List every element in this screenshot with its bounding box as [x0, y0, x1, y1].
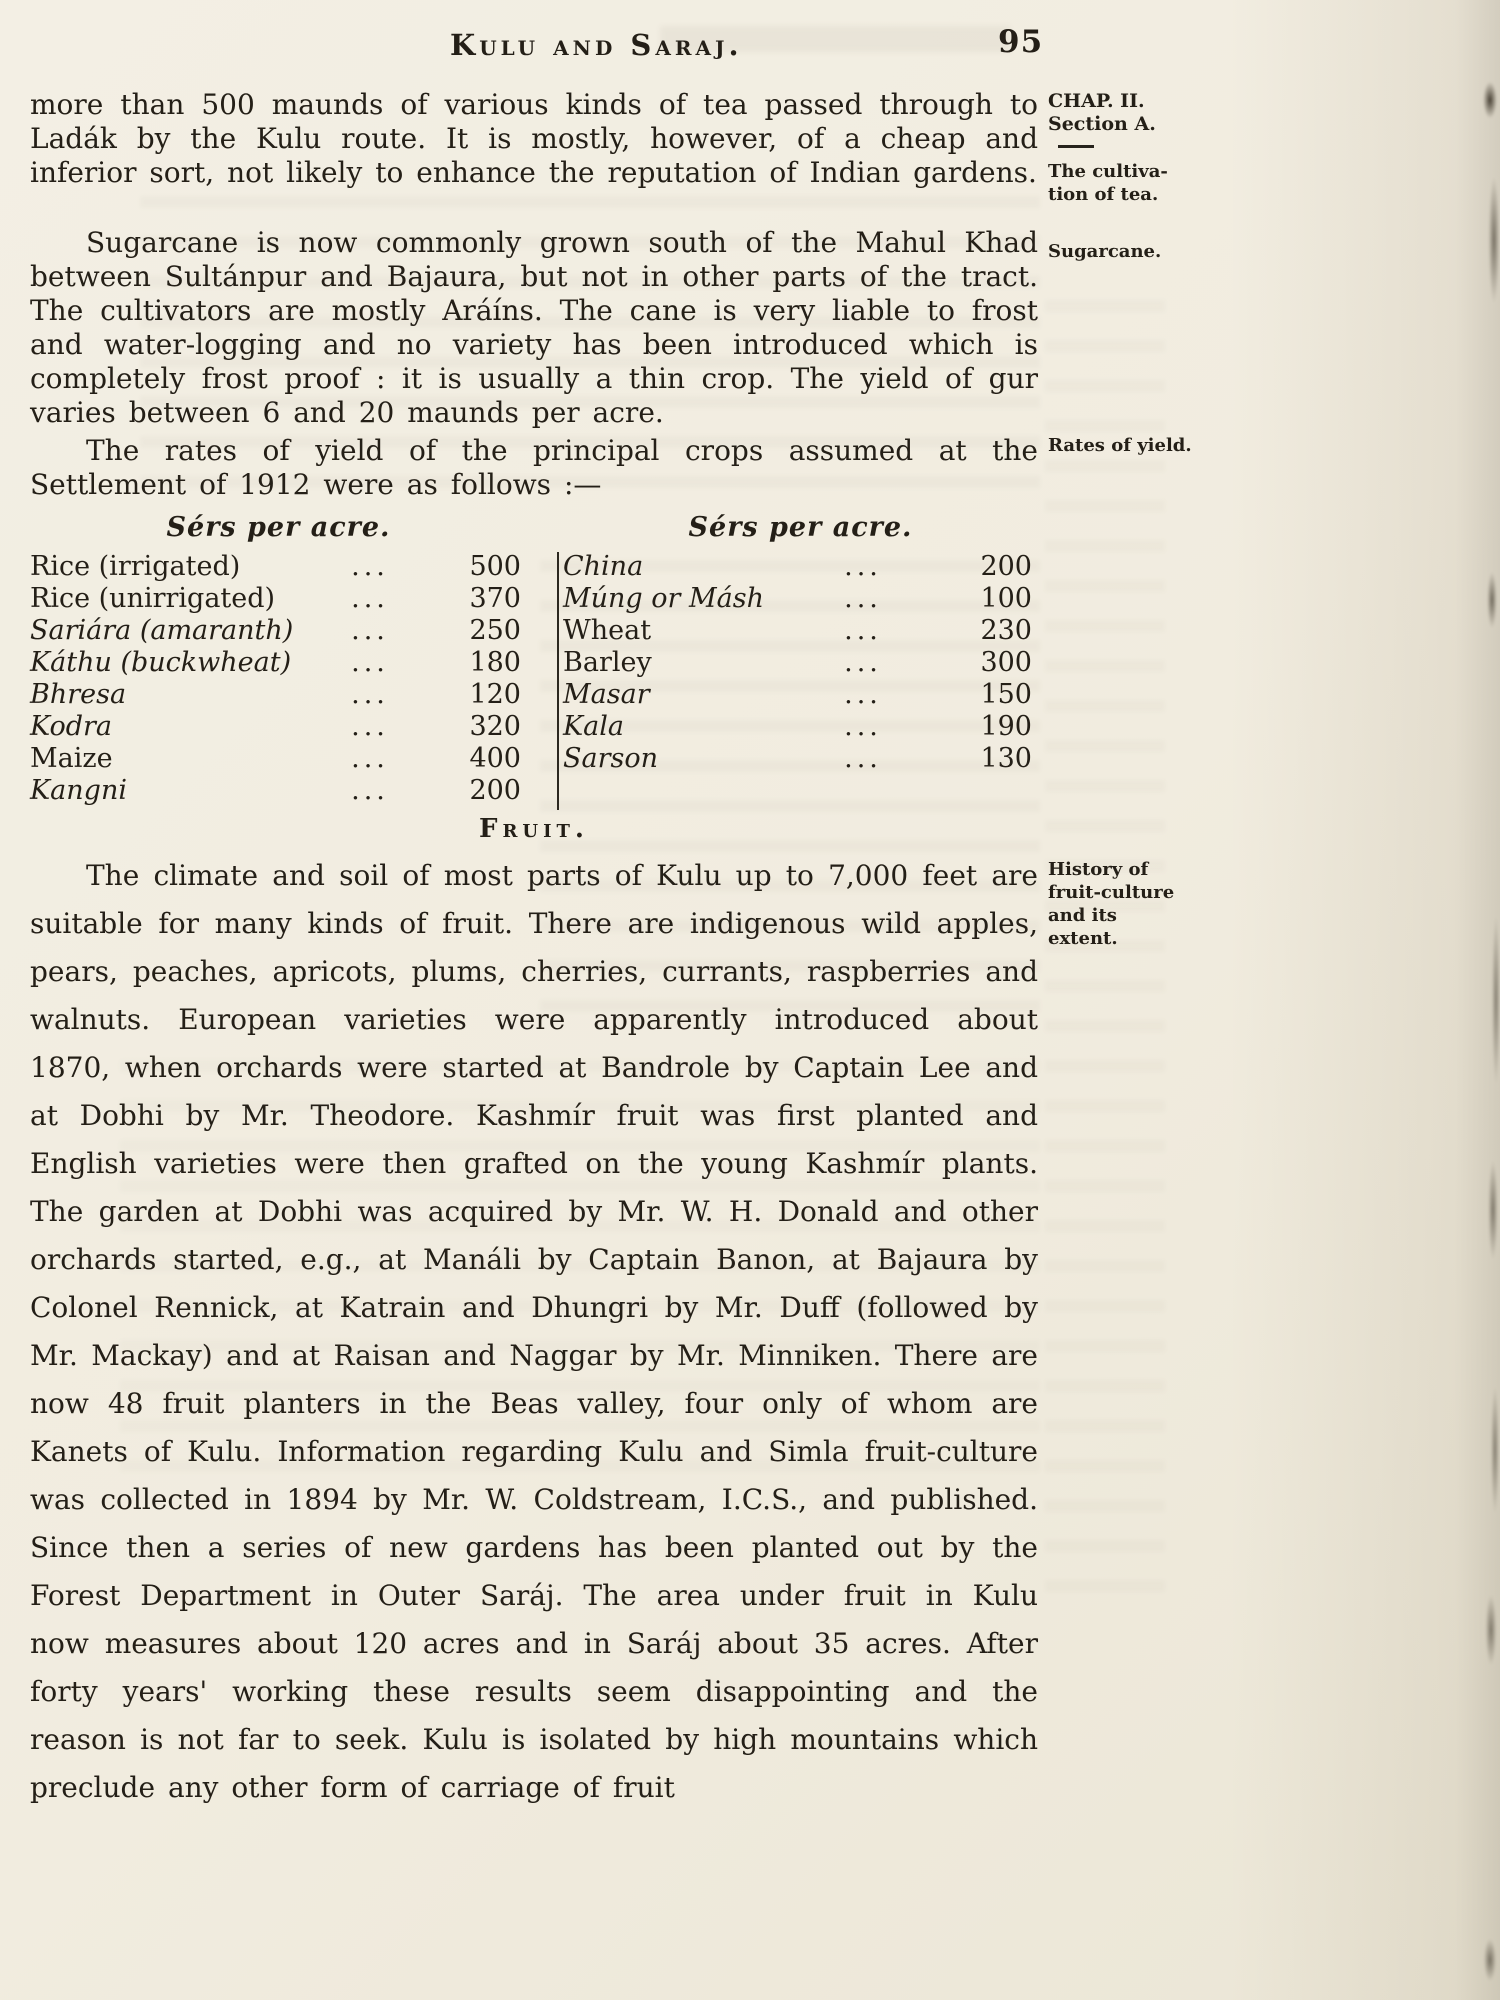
crop-name: Maize — [30, 743, 113, 774]
dot-leader: ... — [844, 583, 882, 614]
table-row — [563, 647, 1038, 679]
margin-note-rates: Rates of yield. — [1048, 435, 1192, 456]
margin-note-fruit: History of fruit-culture and its extent. — [1048, 859, 1175, 949]
dot-leader: ... — [844, 615, 882, 646]
crop-value: 500 — [469, 551, 521, 582]
crop-name: Kala — [563, 711, 625, 742]
crop-value: 100 — [980, 583, 1032, 614]
table-row — [30, 615, 527, 647]
crop-name: Wheat — [563, 615, 652, 646]
running-head-title: Kulu and Saraj. — [450, 28, 743, 62]
crop-value: 130 — [980, 743, 1032, 774]
yield-table — [30, 512, 1038, 807]
yield-table-right-header: Sérs per acre. — [688, 512, 913, 543]
yield-table-right-column — [543, 512, 1038, 807]
table-row — [30, 743, 527, 775]
crop-name: Bhresa — [30, 679, 127, 710]
table-column-divider — [557, 552, 559, 810]
crop-name: Kodra — [30, 711, 112, 742]
table-row — [30, 583, 527, 615]
crop-value: 200 — [469, 775, 521, 806]
table-row — [563, 711, 1038, 743]
table-row — [563, 743, 1038, 775]
crop-value: 300 — [980, 647, 1032, 678]
page-number: 95 — [998, 24, 1044, 60]
page-edge-smudge — [1478, 0, 1500, 2000]
crop-name: Sariára (amaranth) — [30, 615, 294, 646]
crop-name: Barley — [563, 647, 652, 678]
yield-table-left-header: Sérs per acre. — [166, 512, 391, 543]
table-row — [30, 551, 527, 583]
dot-leader: ... — [351, 583, 389, 614]
yield-table-left-column — [30, 512, 543, 807]
paragraph-fruit: The climate and soil of most parts of Kulu up to 7,000 feet are suitable for many kinds of fruit. There are indigenous wild apples, pears, peaches, apricots, plums, cherries, currants, raspberries and walnuts. European varieties were apparently introduced about 1870, when orchards were started at Bandrole by Captain Lee and at Dobhi by Mr. Theodore. Kashmír fruit was first planted and English varieties were then grafted on the young Kashmír plants. The garden at Dobhi was acquired by Mr. W. H. Donald and other orchards started, e.g., at Manáli by Captain Banon, at Bajaura by Colonel Rennick, at Katrain and Dhungri by Mr. Duff (followed by Mr. Mackay) and at Raisan and Naggar by Mr. Minniken. There are now 48 fruit planters in the Beas valley, four only of whom are Kanets of Kulu. Information regarding Kulu and Simla fruit-culture was collected in 1894 by Mr. W. Coldstream, I.C.S., and published. Since then a series of new gardens has been planted out by the Forest Department in Outer Saráj. The area under fruit in Kulu now measures about 120 acres and in Saráj about 35 acres. After forty years' working these results seem disappointing and the reason is not far to seek. Kulu is isolated by high mountains which preclude any other form of carriage of fruit — [30, 859, 1038, 1804]
dot-leader: ... — [351, 743, 389, 774]
dot-leader: ... — [844, 647, 882, 678]
crop-value: 320 — [469, 711, 521, 742]
table-row — [563, 615, 1038, 647]
margin-note-tea: The cultiva-tion of tea. — [1048, 161, 1168, 205]
dot-leader: ... — [844, 711, 882, 742]
crop-value: 180 — [469, 647, 521, 678]
crop-name: Kangni — [30, 775, 127, 806]
paragraph-rates-intro: The rates of yield of the principal crops assumed at the Settlement of 1912 were as follows :— — [30, 434, 1038, 501]
dot-leader: ... — [351, 775, 389, 806]
paragraph-sugarcane: Sugarcane is now commonly grown south of the Mahul Khad between Sultánpur and Bajaura, but not in other parts of the tract. The cultivators are mostly Aráíns. The cane is very liable to frost and water-logging and no variety has been introduced which is completely frost proof : it is usually a thin crop. The yield of gur varies between 6 and 20 maunds per acre. — [30, 226, 1038, 429]
crop-value: 150 — [980, 679, 1032, 710]
dot-leader: ... — [351, 647, 389, 678]
bleed-through-artifact — [1045, 300, 1165, 1600]
crop-name: Káthu (buckwheat) — [30, 647, 292, 678]
section-heading-fruit: Fruit. — [479, 814, 589, 844]
crop-value: 230 — [980, 615, 1032, 646]
dot-leader: ... — [351, 711, 389, 742]
crop-value: 120 — [469, 679, 521, 710]
crop-value: 250 — [469, 615, 521, 646]
dot-leader: ... — [844, 551, 882, 582]
dot-leader: ... — [844, 679, 882, 710]
crop-value: 190 — [980, 711, 1032, 742]
crop-name: China — [563, 551, 644, 582]
crop-value: 370 — [469, 583, 521, 614]
table-row — [30, 647, 527, 679]
chapter-label: CHAP. II. — [1048, 90, 1145, 112]
dot-leader: ... — [351, 551, 389, 582]
crop-name: Múng or Másh — [563, 583, 765, 614]
crop-value: 200 — [980, 551, 1032, 582]
margin-rule — [1058, 145, 1094, 148]
dot-leader: ... — [351, 615, 389, 646]
section-label: Section A. — [1048, 113, 1156, 135]
dot-leader: ... — [844, 743, 882, 774]
margin-note-chapter — [1048, 90, 1180, 148]
crop-name: Rice (irrigated) — [30, 551, 241, 582]
crop-name: Masar — [563, 679, 650, 710]
table-row — [563, 679, 1038, 711]
dot-leader: ... — [351, 679, 389, 710]
crop-value: 400 — [469, 743, 521, 774]
table-row — [563, 583, 1038, 615]
table-row — [563, 551, 1038, 583]
crop-name: Sarson — [563, 743, 659, 774]
table-row — [30, 711, 527, 743]
paragraph-tea: more than 500 maunds of various kinds of tea passed through to Ladák by the Kulu route. It is mostly, however, of a cheap and inferior sort, not likely to enhance the reputation of Indian gardens. — [30, 88, 1038, 189]
table-row — [30, 775, 527, 807]
crop-name: Rice (unirrigated) — [30, 583, 276, 614]
table-row — [30, 679, 527, 711]
margin-note-sugarcane: Sugarcane. — [1048, 241, 1162, 262]
